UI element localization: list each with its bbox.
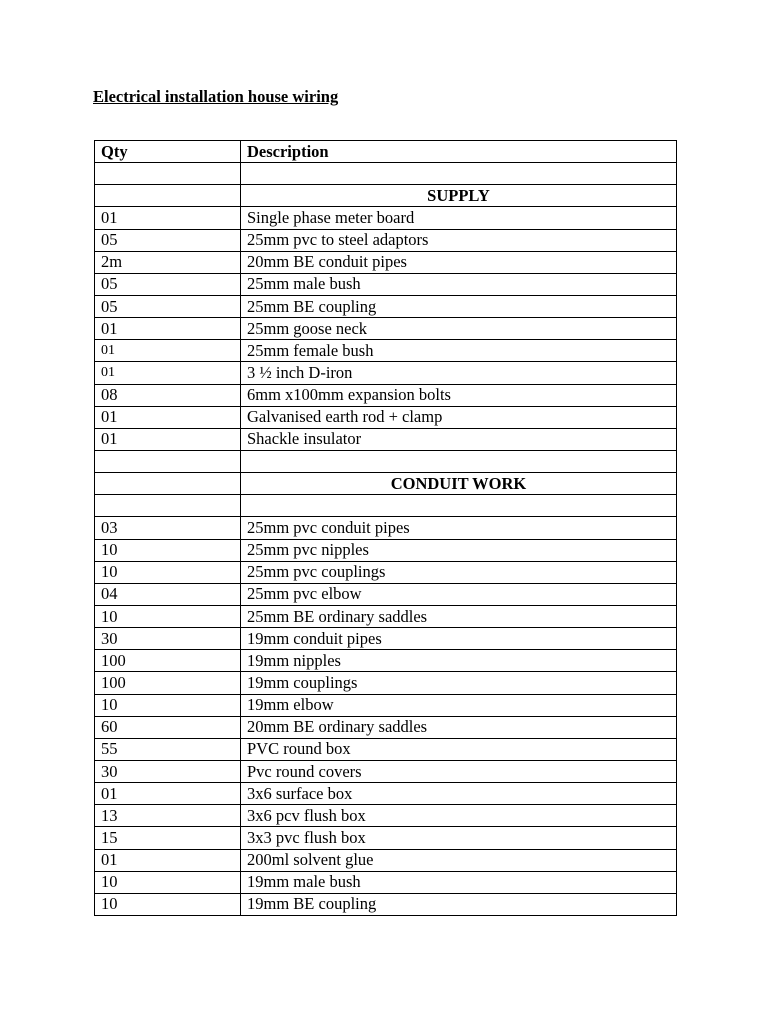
qty-cell: 01 (95, 428, 241, 450)
description-cell: 25mm pvc couplings (241, 561, 677, 583)
table-row (95, 406, 677, 428)
table-row (95, 295, 677, 317)
qty-cell: 10 (95, 871, 241, 893)
blank-row (95, 450, 677, 472)
table-row (95, 251, 677, 273)
table-header-row (95, 141, 677, 163)
section-heading: CONDUIT WORK (241, 473, 677, 495)
table-row (95, 738, 677, 760)
qty-cell (95, 495, 241, 517)
description-cell: 25mm female bush (241, 340, 677, 362)
table-row (95, 539, 677, 561)
document-title: Electrical installation house wiring (93, 87, 339, 106)
qty-cell: 05 (95, 295, 241, 317)
table-row (95, 273, 677, 295)
table-row (95, 362, 677, 384)
table-row (95, 805, 677, 827)
table-row (95, 694, 677, 716)
section-row (95, 185, 677, 207)
table-row (95, 893, 677, 915)
qty-cell: 10 (95, 561, 241, 583)
blank-row (95, 495, 677, 517)
qty-cell: 10 (95, 605, 241, 627)
description-cell: 3x3 pvc flush box (241, 827, 677, 849)
table-body (95, 163, 677, 916)
table-row (95, 827, 677, 849)
qty-cell: 30 (95, 628, 241, 650)
description-cell: 6mm x100mm expansion bolts (241, 384, 677, 406)
qty-cell: 30 (95, 760, 241, 782)
blank-row (95, 163, 677, 185)
table-row (95, 605, 677, 627)
table-row (95, 207, 677, 229)
qty-cell (95, 163, 241, 185)
qty-cell: 05 (95, 273, 241, 295)
description-cell: 3x6 pcv flush box (241, 805, 677, 827)
table-row (95, 583, 677, 605)
description-cell: 19mm nipples (241, 650, 677, 672)
description-column-header: Description (241, 141, 677, 163)
description-cell: 3x6 surface box (241, 783, 677, 805)
description-cell: 19mm conduit pipes (241, 628, 677, 650)
qty-cell: 01 (95, 207, 241, 229)
description-cell: 19mm couplings (241, 672, 677, 694)
qty-cell: 01 (95, 318, 241, 340)
qty-cell: 03 (95, 517, 241, 539)
section-heading: SUPPLY (241, 185, 677, 207)
qty-cell: 01 (95, 849, 241, 871)
qty-cell: 04 (95, 583, 241, 605)
table-row (95, 384, 677, 406)
qty-cell: 01 (95, 340, 241, 362)
description-cell: Pvc round covers (241, 760, 677, 782)
qty-cell: 55 (95, 738, 241, 760)
description-cell: 19mm elbow (241, 694, 677, 716)
table-row (95, 229, 677, 251)
table-row (95, 716, 677, 738)
table-row (95, 672, 677, 694)
qty-cell: 60 (95, 716, 241, 738)
description-cell: 25mm male bush (241, 273, 677, 295)
description-cell: 25mm goose neck (241, 318, 677, 340)
qty-cell (95, 450, 241, 472)
table-row (95, 517, 677, 539)
description-cell: 25mm pvc to steel adaptors (241, 229, 677, 251)
qty-cell: 10 (95, 694, 241, 716)
description-cell: 25mm pvc nipples (241, 539, 677, 561)
table-row (95, 628, 677, 650)
description-cell: PVC round box (241, 738, 677, 760)
description-cell: 200ml solvent glue (241, 849, 677, 871)
qty-cell: 01 (95, 362, 241, 384)
qty-cell: 01 (95, 783, 241, 805)
description-cell: Galvanised earth rod + clamp (241, 406, 677, 428)
materials-table (94, 140, 677, 916)
qty-cell: 08 (95, 384, 241, 406)
description-cell: 25mm pvc elbow (241, 583, 677, 605)
description-cell: Shackle insulator (241, 428, 677, 450)
table-row (95, 340, 677, 362)
table-row (95, 561, 677, 583)
table-row (95, 783, 677, 805)
description-cell: Single phase meter board (241, 207, 677, 229)
table-row (95, 428, 677, 450)
qty-cell: 2m (95, 251, 241, 273)
table-row (95, 650, 677, 672)
qty-cell: 100 (95, 650, 241, 672)
table-row (95, 849, 677, 871)
qty-column-header: Qty (95, 141, 241, 163)
qty-cell: 100 (95, 672, 241, 694)
qty-cell: 13 (95, 805, 241, 827)
description-cell: 25mm pvc conduit pipes (241, 517, 677, 539)
description-cell: 19mm BE coupling (241, 893, 677, 915)
description-cell: 20mm BE ordinary saddles (241, 716, 677, 738)
description-cell: 3 ½ inch D-iron (241, 362, 677, 384)
description-cell (241, 163, 677, 185)
table-row (95, 760, 677, 782)
qty-cell: 15 (95, 827, 241, 849)
description-cell: 19mm male bush (241, 871, 677, 893)
description-cell: 25mm BE coupling (241, 295, 677, 317)
description-cell (241, 450, 677, 472)
section-row (95, 473, 677, 495)
table-row (95, 871, 677, 893)
qty-cell: 10 (95, 893, 241, 915)
table-row (95, 318, 677, 340)
qty-cell: 01 (95, 406, 241, 428)
description-cell: 25mm BE ordinary saddles (241, 605, 677, 627)
description-cell: 20mm BE conduit pipes (241, 251, 677, 273)
qty-cell (95, 473, 241, 495)
description-cell (241, 495, 677, 517)
qty-cell (95, 185, 241, 207)
qty-cell: 10 (95, 539, 241, 561)
qty-cell: 05 (95, 229, 241, 251)
